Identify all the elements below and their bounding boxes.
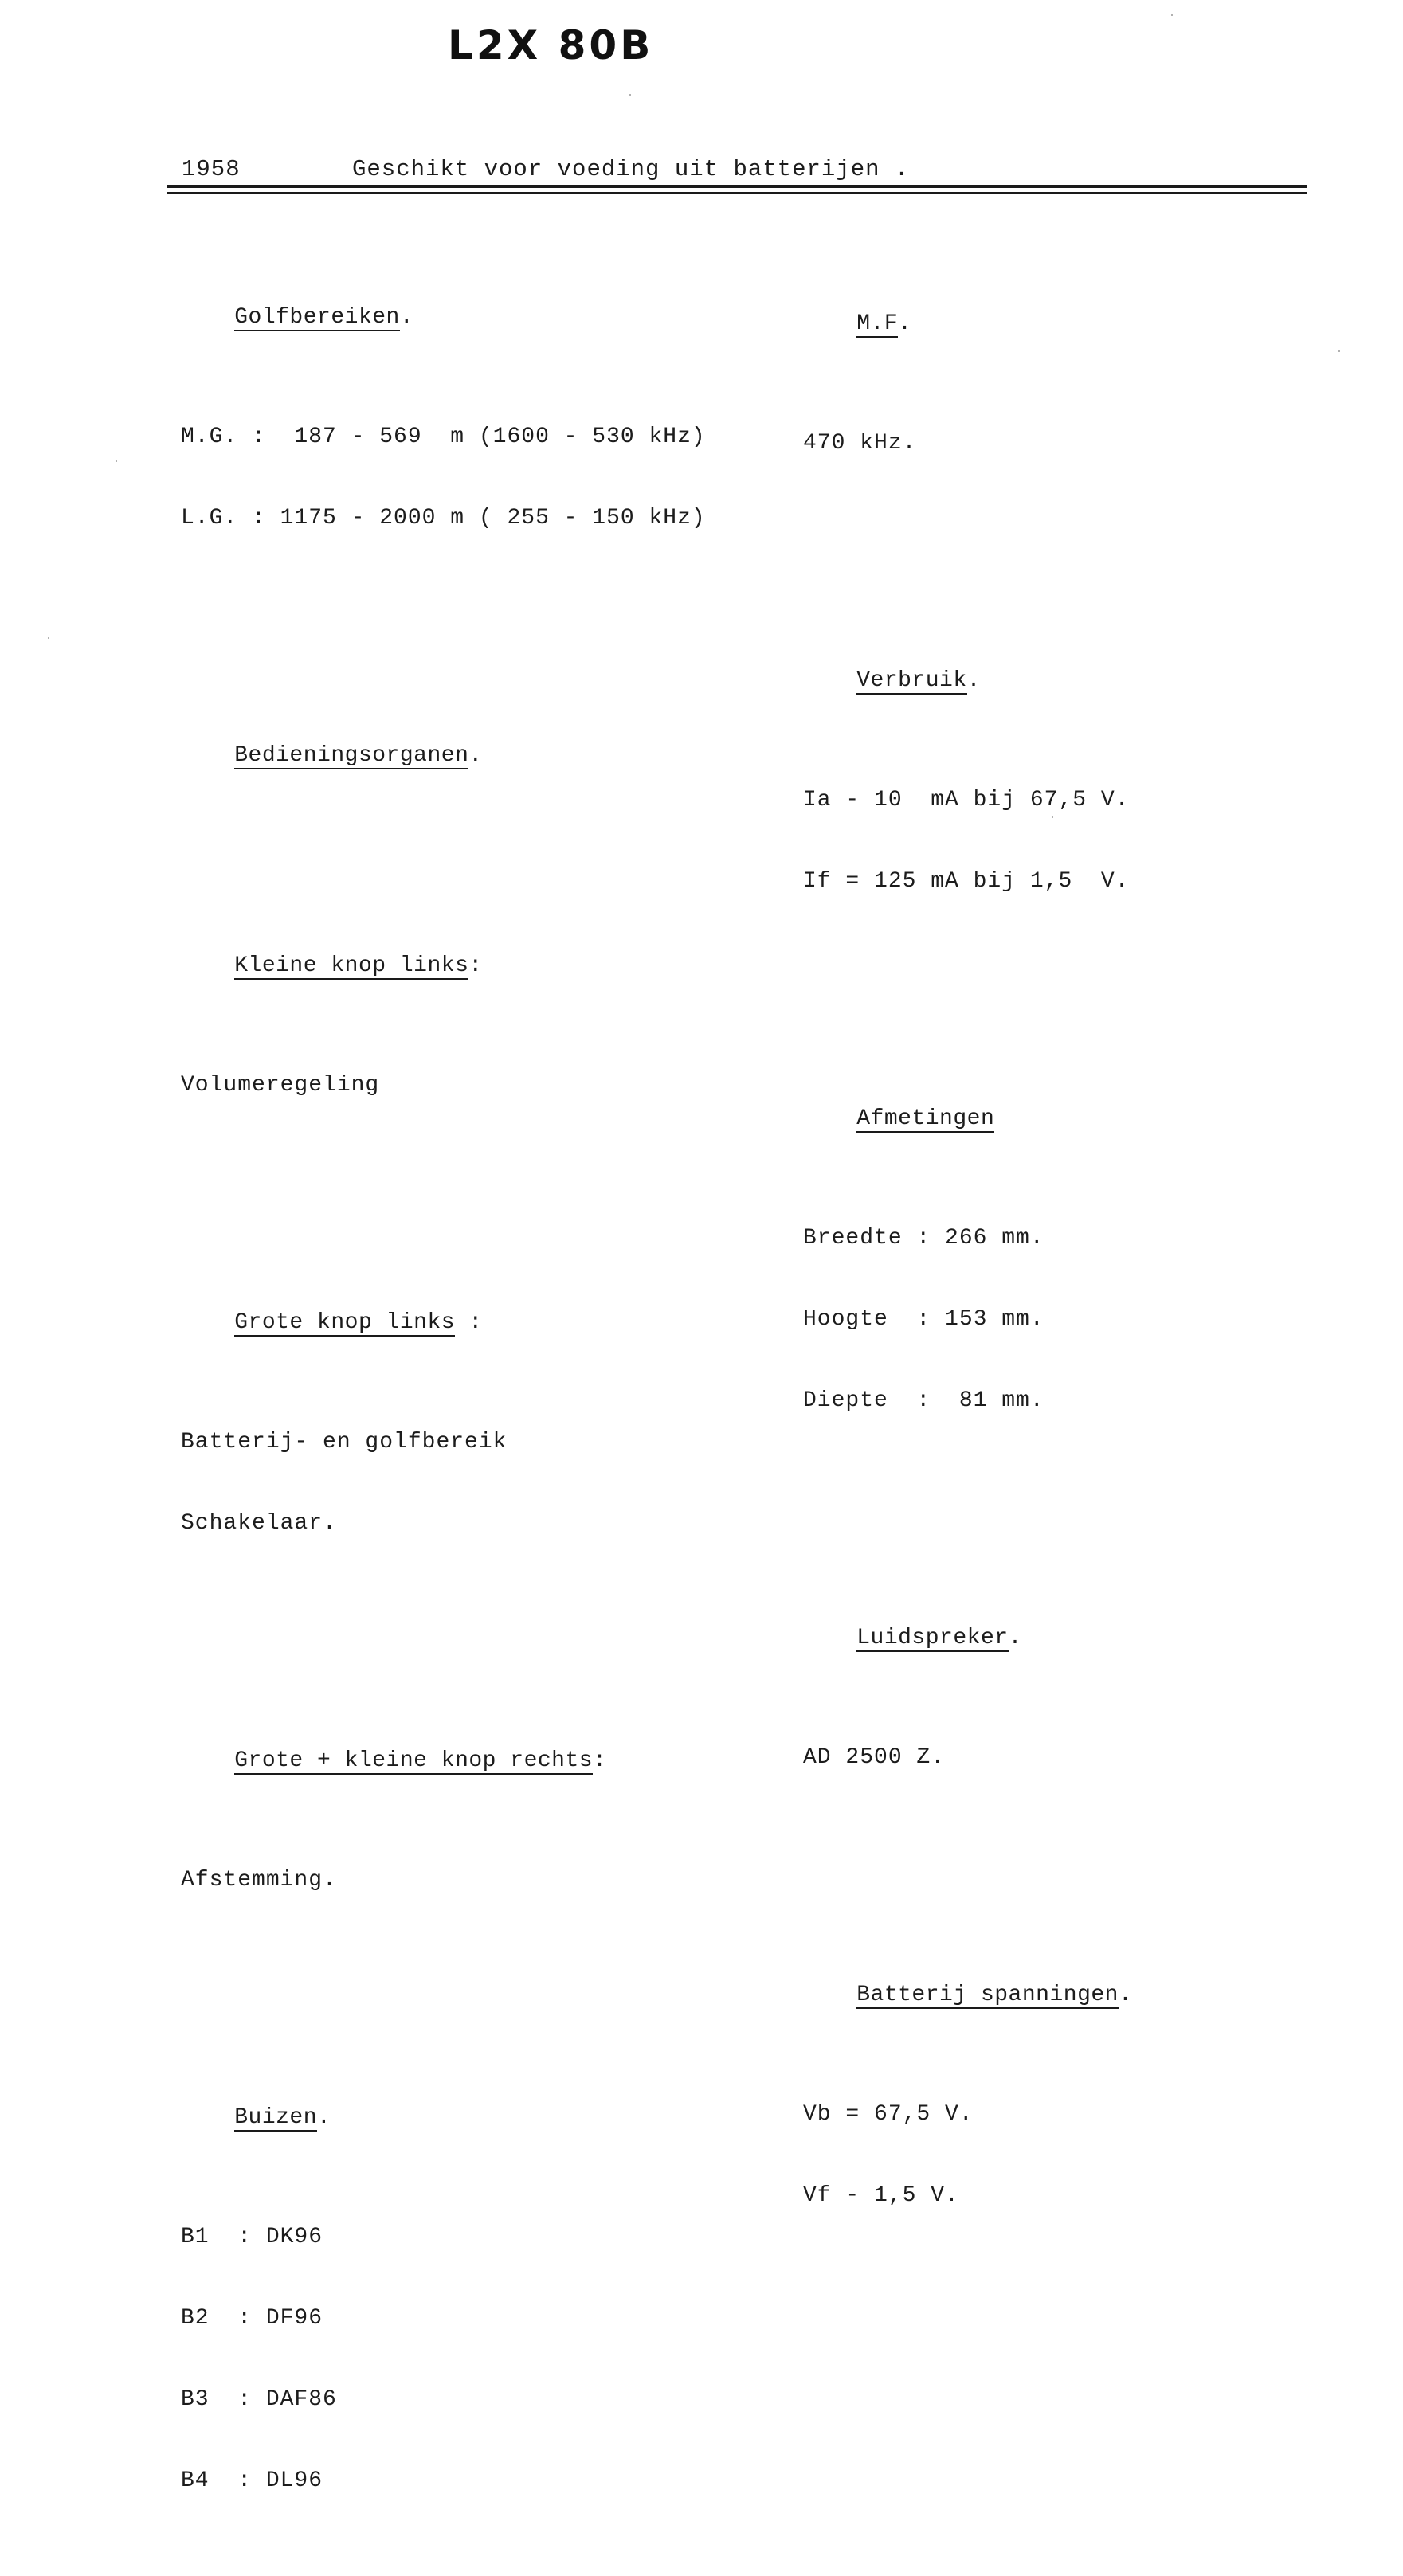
section-afmetingen: [803, 1079, 1132, 1469]
section-heading: Buizen: [234, 2105, 318, 2130]
scan-speck: [1171, 14, 1173, 16]
heading-suffix: .: [399, 305, 414, 330]
tube-line: B2 : DF96: [181, 2306, 323, 2331]
scan-speck: [48, 637, 49, 639]
spec-line: Breedte : 266 mm.: [803, 1226, 1044, 1251]
left-column: [181, 223, 706, 2576]
spec-line: Schakelaar.: [181, 1511, 337, 1536]
tube-line: B1 : DK96: [181, 2225, 323, 2249]
spec-line: Vb = 67,5 V.: [803, 2102, 974, 2127]
spec-line: 470 kHz.: [803, 431, 917, 456]
spec-line: L.G. : 1175 - 2000 m ( 255 - 150 kHz): [181, 506, 706, 530]
spec-line: Afstemming.: [181, 1868, 337, 1893]
section-heading: Luidspreker: [856, 1626, 1009, 1650]
header-rule-thick: [167, 185, 1307, 188]
scan-speck: [629, 94, 631, 96]
right-column: [803, 229, 1132, 2291]
section-kleine-knop-links: [181, 926, 706, 1153]
heading-suffix: :: [593, 1748, 607, 1773]
spec-line: M.G. : 187 - 569 m (1600 - 530 kHz): [181, 425, 706, 449]
spec-line: Batterij- en golfbereik: [181, 1430, 508, 1454]
section-buizen: [181, 2077, 706, 2549]
heading-suffix: .: [1118, 1983, 1133, 2007]
heading-suffix: .: [317, 2105, 331, 2130]
section-heading: Grote knop links: [234, 1310, 456, 1335]
scan-speck: [1338, 350, 1340, 352]
spec-line: AD 2500 Z.: [803, 1745, 946, 1770]
heading-suffix: .: [1008, 1626, 1022, 1650]
heading-suffix: :: [468, 953, 483, 978]
section-heading: M.F: [856, 311, 899, 336]
spec-line: Vf - 1,5 V.: [803, 2183, 959, 2208]
heading-suffix: .: [898, 311, 912, 336]
section-mf: [803, 284, 1132, 511]
section-heading: Afmetingen: [856, 1106, 995, 1131]
section-knop-rechts: [181, 1721, 706, 1948]
spec-line: Volumeregeling: [181, 1073, 380, 1098]
section-heading: Kleine knop links: [234, 953, 469, 978]
spec-line: Ia - 10 mA bij 67,5 V.: [803, 788, 1130, 812]
heading-suffix: .: [966, 668, 981, 693]
section-heading: Grote + kleine knop rechts: [234, 1748, 594, 1773]
tube-line: B4 : DL96: [181, 2468, 323, 2493]
year-label: 1958: [182, 156, 241, 182]
subtitle: Geschikt voor voeding uit batterijen .: [352, 156, 910, 182]
scan-speck: [1052, 816, 1053, 818]
spec-line: Hoogte : 153 mm.: [803, 1307, 1044, 1332]
section-heading: Batterij spanningen: [856, 1983, 1119, 2007]
section-heading: Golfbereiken: [234, 305, 400, 330]
section-luidspreker: [803, 1598, 1132, 1826]
tube-line: B3 : DAF86: [181, 2387, 337, 2412]
section-heading: Verbruik: [856, 668, 967, 693]
heading-suffix: .: [468, 743, 483, 768]
spec-line: Diepte : 81 mm.: [803, 1388, 1044, 1413]
section-verbruik: [803, 640, 1132, 949]
header-rule-thin: [167, 192, 1307, 194]
heading-suffix: :: [455, 1310, 483, 1335]
scan-speck: [116, 460, 117, 462]
spec-line: If = 125 mA bij 1,5 V.: [803, 869, 1130, 894]
section-bedieningsorganen: [181, 715, 706, 797]
section-batterij-spanningen: [803, 1955, 1132, 2264]
section-heading: Bedieningsorganen: [234, 743, 469, 768]
document-title: L2X 80B: [448, 22, 654, 69]
section-golfbereiken: [181, 277, 706, 586]
section-grote-knop-links: [181, 1282, 706, 1591]
